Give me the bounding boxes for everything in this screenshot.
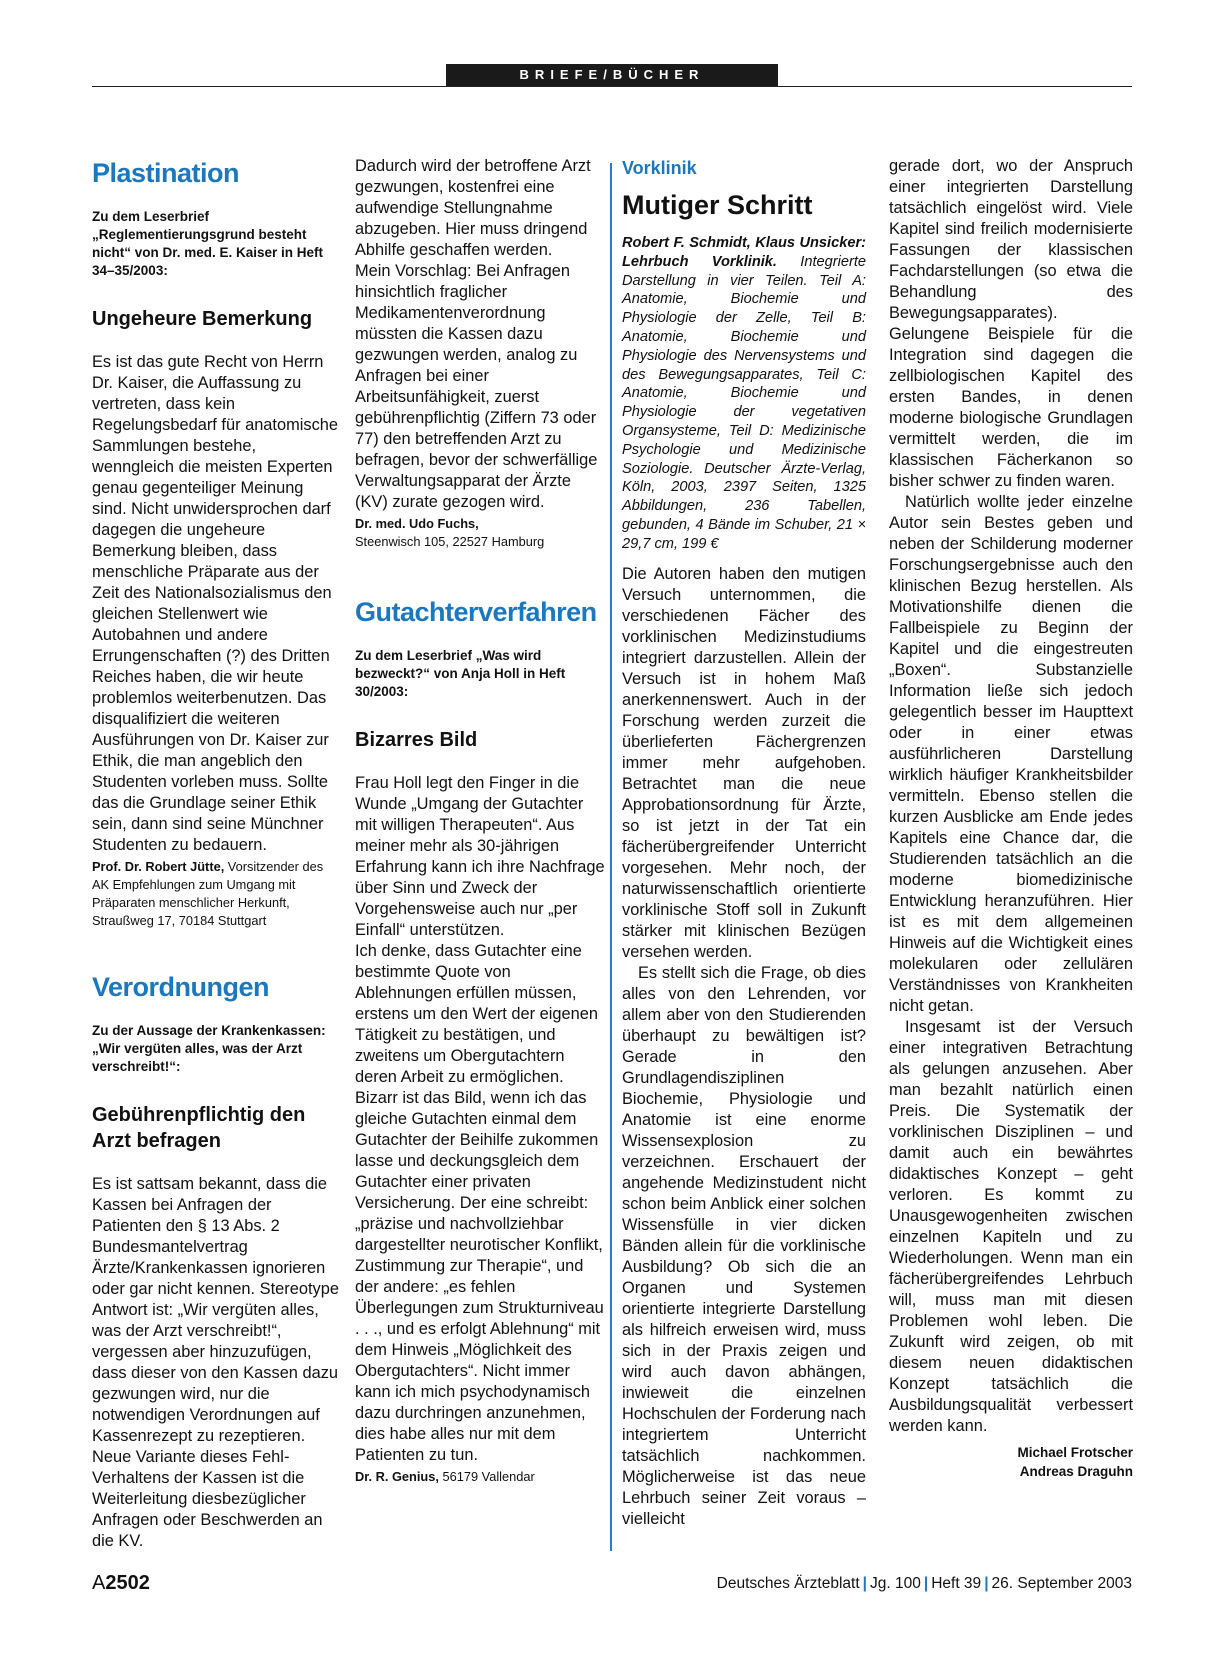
footer-separator: | — [923, 1575, 929, 1592]
verordnungen-intro: Zu der Aussage der Krankenkassen: „Wir vergüten alles, was der Arzt verschreibt!“: — [92, 1023, 326, 1074]
plastination-address: Vorsitzender des AK Empfehlungen zum Umgang mit Präparaten menschlicher Herkunft, Straußweg 17, 70184 Stuttgart — [92, 859, 324, 928]
book-authors: Robert F. Schmidt, Klaus Unsicker: Lehrbuch Vorklinik. — [622, 235, 866, 270]
gutachter-headline: Bizarres Bild — [355, 729, 478, 751]
journal-name: Deutsches Ärzteblatt — [716, 1575, 860, 1592]
section-header: BRIEFE/BÜCHER — [446, 64, 778, 86]
gutachter-title: Gutachterverfahren — [355, 597, 597, 627]
page-number-value: 2502 — [105, 1572, 150, 1594]
verordnungen-body-3: Mein Vorschlag: Bei Anfragen hinsichtlich fraglicher Medikamentenverordnung müssten die Kassen dazu gezwungen werden, analog zu Anfragen bei einer Arbeitsunfähigkeit, zuerst gebührenpflichtig (Ziffern 73 oder 77) den betreffenden Arzt zu befragen, bevor der schwerfällige Verwaltungsapparat der Ärzte (KV) zurate gezogen wird. — [355, 262, 598, 511]
gutachter-intro: Zu dem Leserbrief „Was wird bezweckt?“ von Anja Holl in Heft 30/2003: — [355, 648, 566, 699]
review-paragraph-2: Es stellt sich die Frage, ob dies alles von den Lehrenden, vor allem aber von den Studierenden überhaupt zu bewältigen ist? Gerade in den Grundlagendisziplinen Biochemie, Physiologie und Anatomie ist eine enorme Wissensexplosion zu verzeichnen. Erschauert der angehende Medizinstudent nicht schon beim Anblick einer solchen Wissensfülle in vier dicken Bänden allein für die vorklinische Ausbildung? Ob sich die an Organen und Systemen orientierte integrierte Darstellung als hilfreich erweisen wird, muss sich in der Praxis zeigen und wird auch davon abhängen, inwieweit die einzelnen Hochschulen der Forderung nach integriertem Unterricht tatsächlich nachkommen. Möglicherweise ist das neue Lehrbuch seiner Zeit voraus – vielleicht — [622, 963, 866, 1528]
verordnungen-author: Dr. med. Udo Fuchs, — [355, 516, 479, 531]
verordnungen-title: Verordnungen — [92, 972, 270, 1002]
gutachter-body-2: Ich denke, dass Gutachter eine bestimmte Quote von Ablehnungen erfüllen müssen, erstens um den Wert der eigenen Tätigkeit zu bestätigen, und zweitens um Obergutachtern deren Arbeit zu ermöglichen. Bizarr ist das Bild, wenn ich das gleiche Gutachten einmal dem Gutachter der Beihilfe zukommen lasse und deckungsgleich dem Gutachter einer privaten Versicherung. Der eine schreibt: „präzise und nachvollziehbar dargestellter neurotischer Konflikt, Zustimmung zur Therapie“, und der andere: „es fehlen Überlegungen zum Strukturniveau . . ., und es erfolgt Ablehnung“ mit dem Hinweis „Möglichkeit des Obergutachters“. Nicht immer kann ich mich psychodynamisch dazu durchringen anzunehmen, dies habe alles nur mit dem Patienten zu tun. — [355, 942, 604, 1464]
review-paragraph-1: Die Autoren haben den mutigen Versuch unternommen, die verschiedenen Fächer des vorklinischen Medizinstudiums integriert darzustellen. Allein der Versuch ist in hohem Maß anerkennenswert. Auch in der Forschung werden zurzeit die überlieferten Fächergrenzen immer mehr aufgehoben. Betrachtet man die neue Approbationsordnung für Ärzte, so ist jetzt in der Tat ein fächerübergreifender Unterricht vorgesehen. Mehr noch, der naturwissenschaftlich orientierte vorklinische Stoff soll in Zukunft stärker mit klinischen Bezügen versehen werden. — [622, 564, 866, 961]
review-author-2: Andreas Draguhn — [1019, 1464, 1133, 1479]
plastination-headline: Ungeheure Bemerkung — [92, 308, 313, 330]
review-paragraph-4: Insgesamt ist der Versuch einer integrativen Betrachtung als gelungen anzusehen. Aber man bezahlt natürlich einen Preis. Die Systematik der vorklinischen Disziplinen – und damit auch ein bewährtes didaktisches Konzept – geht verloren. Es kommt zu Unausgewogenheiten zwischen einzelnen Kapiteln und zu Wiederholungen. Wenn man ein fächerübergreifendes Lehrbuch will, muss man mit diesen Problemen wohl leben. Die Zukunft wird zeigen, ob mit diesem neuen didaktischen Konzept tatsächlich die Ausbildungsqualität verbessert werden kann. — [889, 1018, 1133, 1435]
book-info — [622, 234, 866, 554]
header-rule — [92, 86, 1132, 87]
vorklinik-title: Mutiger Schritt — [622, 190, 813, 220]
journal-volume: Jg. 100 — [870, 1575, 921, 1592]
verordnungen-address: Steenwisch 105, 22527 Hamburg — [355, 534, 545, 549]
verordnungen-signature — [355, 515, 607, 551]
plastination-author: Prof. Dr. Robert Jütte, — [92, 859, 225, 874]
book-details: Integrierte Darstellung in vier Teilen. Teil A: Anatomie, Biochemie und Physiologie der Zelle, Teil B: Anatomie, Biochemie und Physiologie des Nervensystems und des Bewegungsapparates, Teil C: Anatomie, Biochemie und Physiologie der vegetativen Organsysteme, Teil D: Medizinische Psychologie und Medizinische Soziologie. Deutscher Ärzte-Verlag, Köln, 2003, 2397 Seiten, 1325 Abbildungen, 236 Tabellen, gebunden, 4 Bände im Schuber, 21 × 29,7 cm, 199 € — [622, 253, 866, 552]
plastination-title: Plastination — [92, 158, 240, 188]
plastination-intro: Zu dem Leserbrief „Reglementierungsgrund besteht nicht“ von Dr. med. E. Kaiser in Heft 34–35/2003: — [92, 209, 324, 278]
gutachter-author: Dr. R. Genius, — [355, 1469, 439, 1484]
page-number — [92, 1572, 150, 1595]
footer-separator: | — [984, 1575, 989, 1592]
plastination-body: Es ist das gute Recht von Herrn Dr. Kaiser, die Auffassung zu vertreten, dass kein Regelungsbedarf für anatomische Sammlungen bestehe, wenngleich die meisten Experten genau gegenteiliger Meinung sind. Nicht unwidersprochen darf dagegen die ungeheure Bemerkung bleiben, dass menschliche Präparate aus der Zeit des Nationalsozialismus den gleichen Stellenwert wie Autobahnen und andere Errungenschaften (?) des Dritten Reiches haben, die wir heute problemlos weiterbenutzen. Das disqualifiziert die weiteren Ausführungen von Dr. Kaiser zur Ethik, die man angeblich den Studenten vorleben muss. Sollte das die Grundlage seiner Ethik sein, dann sind seine Münchner Studenten zu bedauern. — [92, 353, 339, 854]
column-divider — [610, 163, 612, 1551]
journal-date: 26. September 2003 — [991, 1575, 1132, 1592]
column-1 — [92, 156, 340, 1552]
gutachter-address: 56179 Vallendar — [438, 1469, 535, 1484]
gutachter-signature — [355, 1468, 607, 1486]
journal-issue: Heft 39 — [931, 1575, 982, 1592]
column-2 — [355, 156, 607, 1486]
column-4 — [889, 156, 1133, 1481]
vorklinik-kicker: Vorklinik — [622, 158, 697, 178]
verordnungen-headline: Gebührenpflichtig den Arzt befragen — [92, 1104, 306, 1152]
footer-separator: | — [862, 1575, 867, 1592]
plastination-signature — [92, 858, 340, 930]
page-prefix: A — [92, 1572, 106, 1594]
review-authors — [889, 1443, 1133, 1481]
verordnungen-body-2: Dadurch wird der betroffene Arzt gezwungen, kostenfrei eine aufwendige Stellungnahme abzugeben. Hier muss dringend Abhilfe geschaffen werden. — [355, 157, 591, 259]
column-3 — [622, 156, 866, 1530]
review-paragraph-2-cont: gerade dort, wo der Anspruch einer integrierten Darstellung tatsächlich eingelöst wird. Viele Kapitel sind freilich modernisierte Fassungen der klassischen Fachdarstellungen (so etwa die Behandlung des Bewegungsapparates). Gelungene Beispiele für die Integration sind dagegen die zellbiologischen Kapitel des ersten Bandes, in denen moderne biologische Grundlagen vermittelt werden, die im klassischen Fächerkanon so bisher schwer zu finden waren. — [889, 157, 1133, 490]
journal-info — [717, 1575, 1132, 1593]
gutachter-body: Frau Holl legt den Finger in die Wunde „Umgang der Gutachter mit willigen Therapeuten“. Aus meiner mehr als 30-jährigen Erfahrung kann ich ihre Nachfrage über Sinn und Zweck der Vorgehensweise auch nur „per Einfall“ unterstützen. — [355, 774, 605, 939]
review-paragraph-3: Natürlich wollte jeder einzelne Autor sein Bestes geben und neben der Schilderung moderner Forschungsergebnisse auch den klinischen Bezug herstellen. Als Motivationshilfe dienen die Fallbeispiele zu Beginn der Kapitel und die eingestreuten „Boxen“. Substanzielle Information ließe sich jedoch gelegentlich besser im Haupttext oder in einer etwas ausführlicheren Darstellung wirklich häufiger Krankheitsbilder vermitteln. Ebenso stellen die kurzen Ausblicke am Ende jedes Kapitels eine Chance dar, die Studierenden tatsächlich an die moderne biomedizinische Entwicklung heranzuführen. Hier ist es mit dem allgemeinen Hinweis auf die Wichtigkeit eines molekularen oder zellulären Verständnisses von Krankheiten nicht getan. — [889, 493, 1133, 1015]
verordnungen-body: Es ist sattsam bekannt, dass die Kassen bei Anfragen der Patienten den § 13 Abs. 2 Bundesmantelvertrag Ärzte/Krankenkassen ignorieren oder gar nicht kennen. Stereotype Antwort ist: „Wir vergüten alles, was der Arzt verschreibt!“, vergessen aber hinzuzufügen, dass dieser von den Kassen dazu gezwungen wird, nur die notwendigen Verordnungen auf Kassenrezept zu rezeptieren. Neue Variante dieses Fehl-Verhaltens der Kassen ist die Weiterleitung diesbezüglicher Anfragen oder Beschwerden an die KV. — [92, 1175, 339, 1550]
review-author-1: Michael Frotscher — [1017, 1445, 1133, 1460]
